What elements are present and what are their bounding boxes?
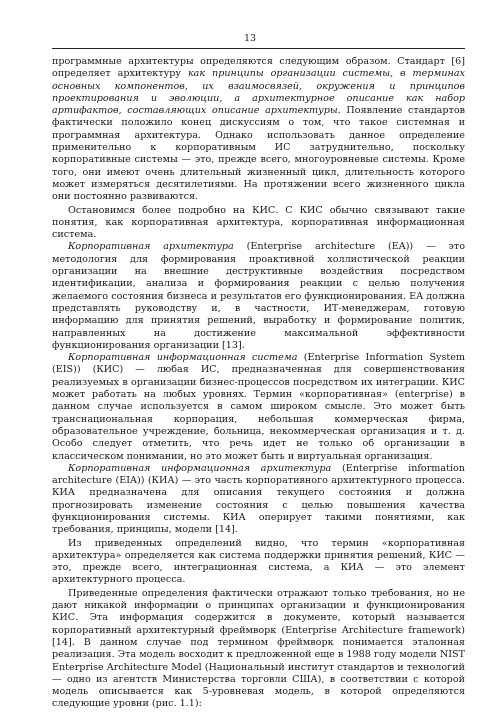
italic-text-run: как принципы организации системы, в терминах основных компонентов, их взаимосвязей, окружения и принципов проектирования и эволюции, а архитектурное описание как набор артифактов, составляющих описание архитектуры. — [52, 68, 465, 117]
text-run: Остановимся более подробно на КИС. С КИС обычно связывают такие понятия, как корпоративная архитектура, корпоративная информационная система. — [52, 204, 465, 241]
text-run: (Enterprise information architecture (EIA)) (КИА) — это часть корпоративного архитектурного процесса. КИА предназначена для описания текущего состояния и должна прогнозировать изменение состояния с целью повышения качества функционирования системы. КИА оперирует такими понятиями, как требования, принципы, модели [14]. — [52, 462, 465, 536]
page-number: 13 — [243, 33, 257, 44]
term-italic: Корпоративная информационная система — [68, 352, 298, 364]
term-italic: Корпоративная архитектура — [68, 241, 234, 253]
paragraph — [52, 463, 465, 537]
paragraph — [52, 352, 465, 463]
text-run: Приведенные определения фактически отражают только требования, но не дают никакой информации о принципах организации и функционирования КИС. Эта информация содержится в документе, который называется корпоративный архитектурный фреймворк (Enterprise Architecture framework) [14]. В данном случае под термином фреймворк понимается эталонная реализация. Эта модель восходит к предложенной еще в 1988 году модели NIST Enterprise Architecture Model (Национальный институт стандартов и технологий — одно из агентств Министерства торговли США), в соответствии с которой модель описывается как 5-уровневая модель, в которой определяются следующие уровни (рис. 1.1): — [52, 587, 465, 710]
paragraph — [52, 56, 465, 204]
text-run: (Enterprise Information System (EIS)) (КИС) — любая ИС, предназначенная для совершенствования реализуемых в организации бизнес-процессов посредством их интеграции. КИС может работать на любых уровнях. Термин «корпоративная» (enterprise) в данном случае используется в самом широком смысле. Это может быть транснациональная корпорация, небольшая коммерческая фирма, образовательное учреждение, больница, некоммерческая организация и т. д. Особо следует отметить, что речь идет не только об организации в классическом понимании, но это может быть и виртуальная организация. — [52, 352, 465, 462]
paragraph — [52, 588, 465, 711]
paragraph — [52, 205, 465, 242]
text-run: Появление стандартов фактически положило конец дискуссиям о том, что такое системная и программная архитектура. Однако использовать данное определение применительно к корпоративным ИС затруднительно, поскольку корпоративные системы — это, прежде всего, многоуровневые системы. Кроме того, они имеют очень длительный жизненный цикл, длительность которого может измеряться десятилетиями. На протяжении всего жизненного цикла они постоянно развиваются. — [52, 105, 466, 203]
term-italic: Корпоративная информационная архитектура — [68, 462, 332, 474]
body-text — [52, 56, 465, 711]
paragraph — [52, 241, 465, 352]
text-run: Из приведенных определений видно, что термин «корпоративная архитектура» определяется как система поддержки принятия решений, КИС — это, прежде всего, интеграционная система, а КИА — это элемент архитектурного процесса. — [52, 537, 465, 586]
text-run: программные архитектуры определяются следующим образом. Стандарт [6] определяет архитектуру — [52, 56, 465, 80]
paragraph — [52, 538, 465, 587]
text-run: (Enterprise architecture (EA)) — это методология для формирования проактивной холлистической реакции организации на внешние деструктивные воздействия посредством идентификации, анализа и формирования реакции с целью получения желаемого состояния бизнеса и результатов его функционирования. EA должна представлять руководству и, в частности, ИТ-менеджерам, готовую информацию для принятия решений, выработку и формирование политик, направленных на достижение максимальной эффективности функционирования организации [13]. — [52, 241, 466, 351]
header-rule — [52, 48, 465, 49]
